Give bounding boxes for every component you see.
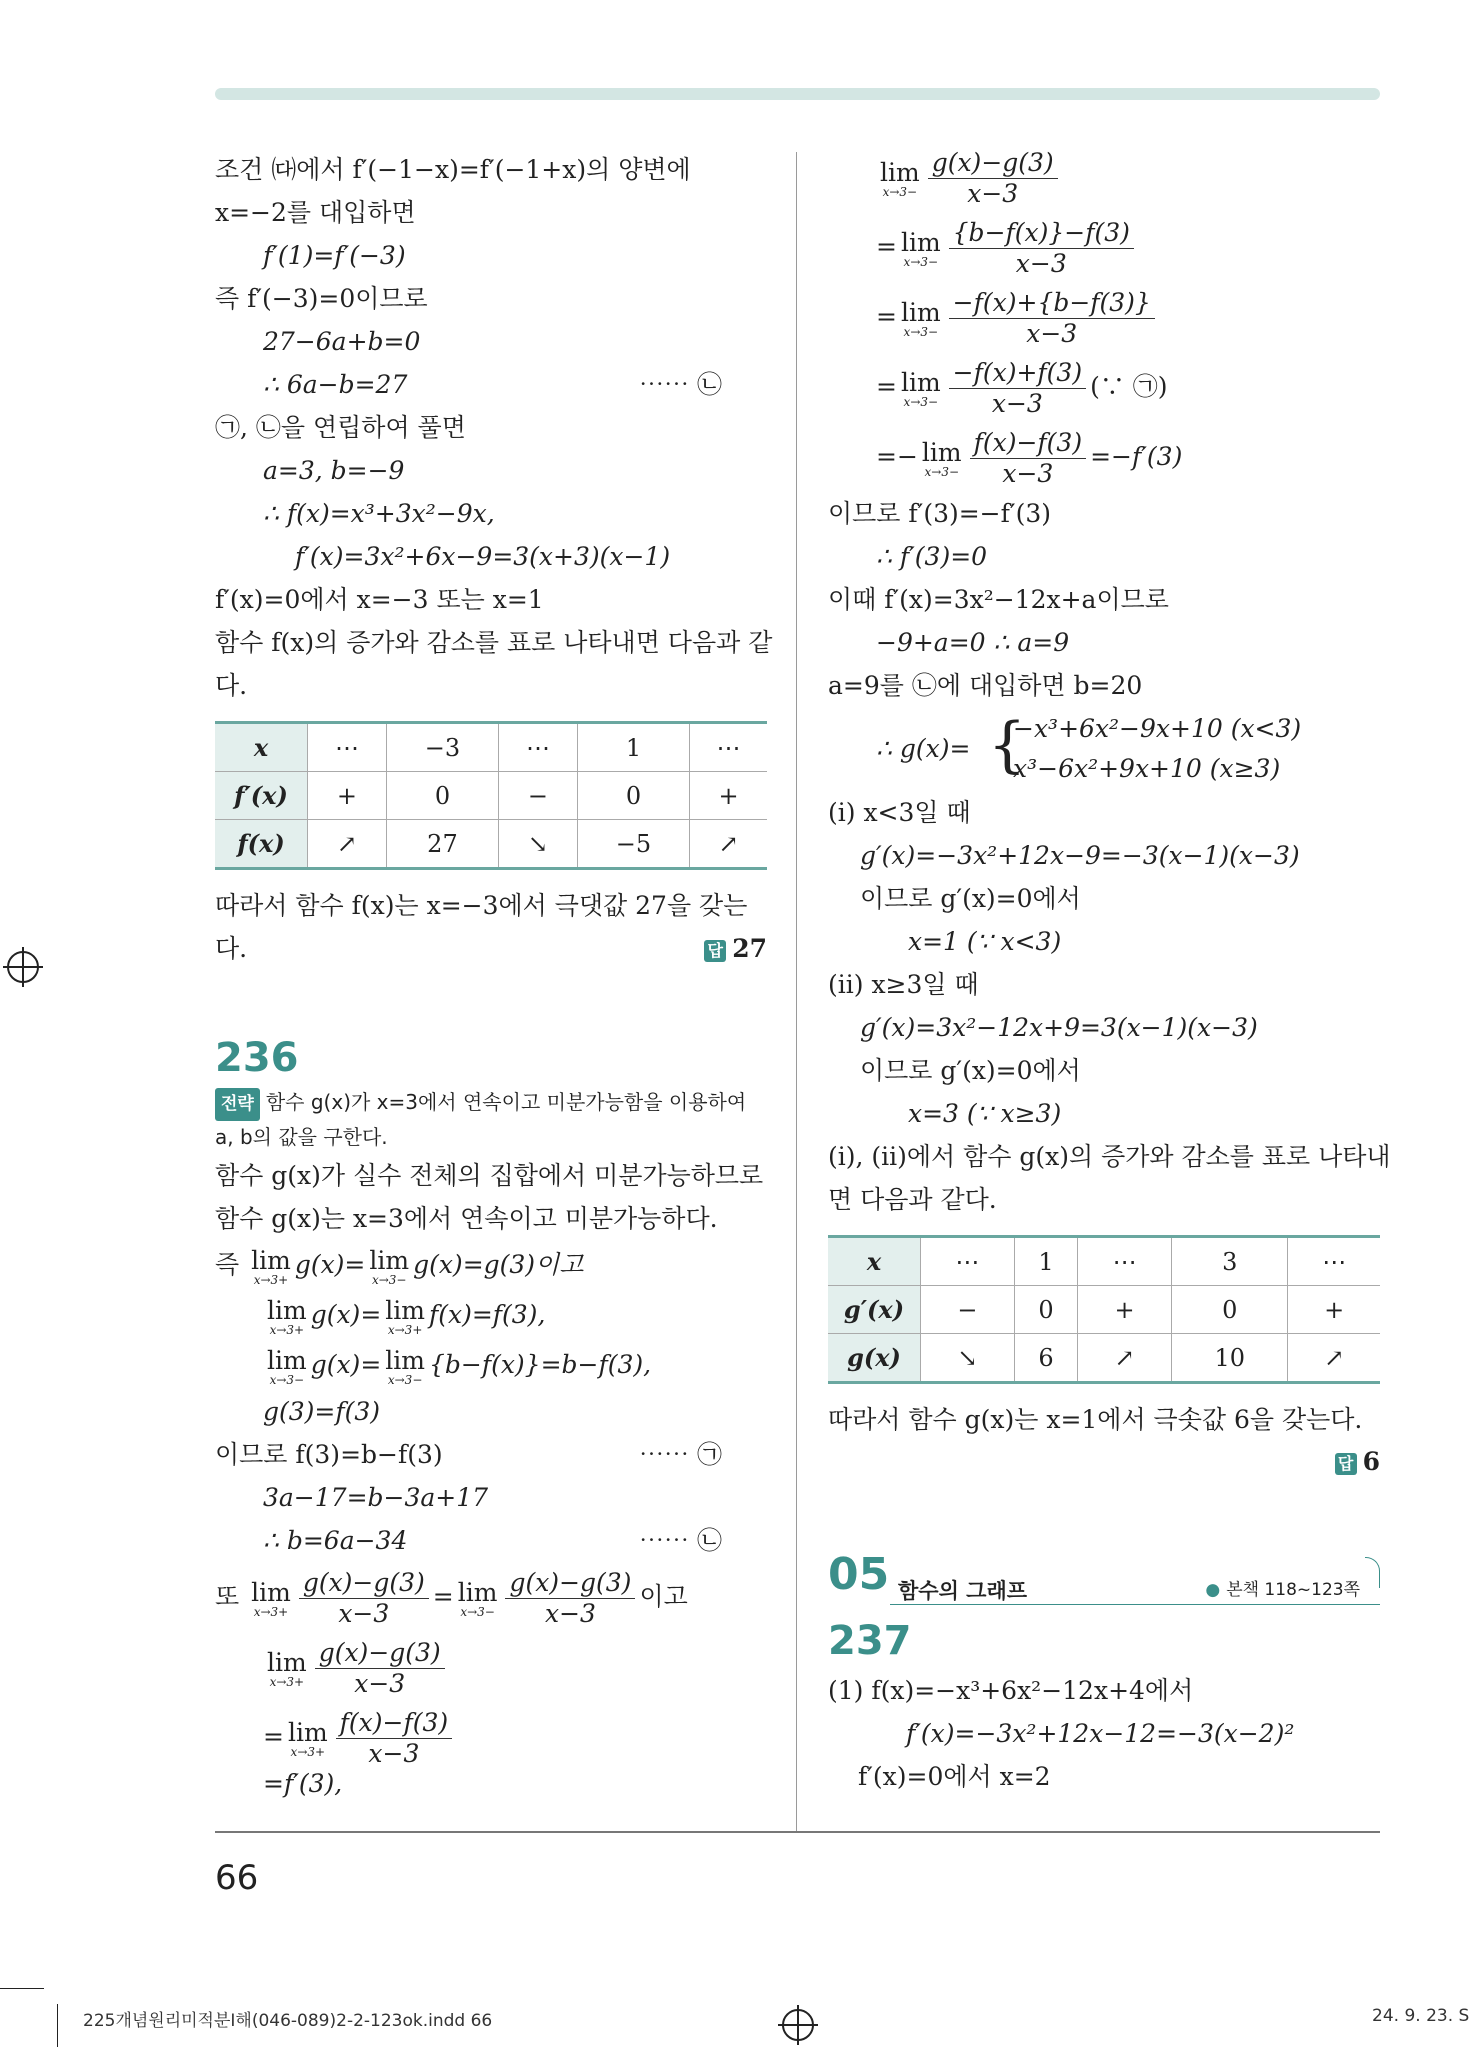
numerator: {b−f(x)}−f(3) (949, 220, 1134, 249)
text-span: = (876, 232, 897, 261)
table-cell: 1 (1014, 1237, 1077, 1286)
table-cell: x (215, 723, 308, 772)
lim-sub: x→3− (269, 1372, 305, 1387)
lim-sub: x→3− (903, 254, 939, 269)
lim-sub: x→3+ (269, 1674, 305, 1689)
lim-word: lim (900, 367, 941, 397)
right-column (828, 142, 1391, 1798)
equation: x=3 (∵ x≥3) (908, 1099, 1062, 1128)
table-cell: ⋯ (1078, 1237, 1172, 1286)
equation-marker: ⋯⋯ ㉡ (639, 1526, 722, 1555)
text-line: 면 다음과 같다. (828, 1185, 997, 1214)
numerator: −f(x)+f(3) (949, 360, 1086, 389)
table-cell: 0 (577, 772, 689, 820)
equation: g(3)=f(3) (263, 1397, 381, 1426)
table-cell: ⋯ (1288, 1237, 1380, 1286)
lim-sub: x→3+ (253, 1272, 289, 1287)
limit-op (457, 1577, 498, 1619)
lim-sub: x→3+ (387, 1322, 423, 1337)
lim-word: lim (900, 227, 941, 257)
lim-word: lim (385, 1345, 425, 1375)
lim-word: lim (267, 1295, 307, 1325)
text-span: f(x)=f(3), (428, 1300, 546, 1329)
fraction (949, 357, 1086, 418)
fraction (336, 1707, 452, 1768)
lim-sub: x→3− (371, 1272, 407, 1287)
table-cell: + (1078, 1286, 1172, 1334)
answer (828, 1441, 1380, 1483)
sign-table-f (215, 721, 767, 870)
text-line: 즉 f′(−3)=0이므로 (215, 284, 428, 313)
brace-icon: { (988, 710, 1027, 780)
denominator: x−3 (991, 389, 1043, 418)
limit-op (385, 1295, 425, 1337)
footer-file-info: 225개념원리미적분Ⅰ해(046-089)2-2-123ok.indd 66 (83, 2011, 493, 2031)
equation (215, 1433, 767, 1476)
text-line: ㉠, ㉡을 연립하여 풀면 (215, 413, 466, 442)
denominator: x−3 (368, 1739, 420, 1768)
denominator: x−3 (967, 179, 1019, 208)
header-bar (215, 88, 1380, 100)
limit-op (267, 1345, 307, 1387)
table-cell: g(x) (828, 1334, 921, 1383)
equation-marker: ⋯⋯ ㉡ (639, 370, 722, 399)
text-span: = (876, 302, 897, 331)
lim-word: lim (267, 1345, 307, 1375)
fraction (315, 1637, 445, 1698)
answer-tag: 답 (1335, 1453, 1357, 1475)
fraction (928, 147, 1058, 208)
text-span: g(x)=g(3)이고 (413, 1250, 584, 1279)
text-span: =−f′(3) (1090, 442, 1183, 471)
text-span: = (432, 1582, 454, 1611)
table-cell: − (499, 772, 578, 820)
section-reference-text: 본책 118~123쪽 (1226, 1580, 1360, 1600)
denominator: x−3 (1026, 319, 1078, 348)
strategy (215, 1086, 767, 1121)
equation (215, 1562, 767, 1632)
numerator: g(x)−g(3) (505, 1570, 635, 1599)
text-span: (∵ ㉠) (1090, 372, 1168, 401)
text-line: 함수 g(x)가 실수 전체의 집합에서 미분가능하므로 (215, 1161, 764, 1190)
text-span: 즉 (215, 1250, 240, 1279)
answer-tag: 답 (704, 940, 726, 962)
numerator: g(x)−g(3) (928, 150, 1058, 179)
text-span: = (263, 1722, 284, 1751)
table-row (215, 820, 767, 869)
text-span: 이므로 f(3)=b−f(3) (215, 1440, 443, 1469)
table-row (828, 1286, 1380, 1334)
table-cell: ⋯ (690, 723, 767, 772)
denominator: x−3 (1015, 249, 1067, 278)
answer-value: 6 (1362, 1447, 1380, 1476)
table-cell: ⋯ (308, 723, 387, 772)
equation: a=3, b=−9 (263, 456, 405, 485)
section-title: 함수의 그래프 (898, 1579, 1028, 1603)
section-header (828, 1543, 1380, 1613)
table-cell: + (1288, 1286, 1380, 1334)
crop-mark (0, 1988, 44, 1989)
equation (215, 1519, 767, 1562)
equation (215, 1290, 767, 1340)
table-cell: 27 (386, 820, 498, 869)
limit-op (369, 1245, 410, 1287)
bullet-icon: ● (1205, 1580, 1221, 1600)
equation (215, 1340, 767, 1390)
denominator: x−3 (354, 1669, 406, 1698)
fraction (970, 427, 1086, 488)
equation (215, 363, 767, 406)
text-line: 이므로 g′(x)=0에서 (860, 884, 1081, 913)
text-line (215, 927, 767, 970)
column-divider (796, 152, 797, 1832)
equation: ∴ f(x)=x³+3x²−9x, (263, 499, 495, 528)
numerator: f(x)−f(3) (336, 1710, 452, 1739)
footer-date: 24. 9. 23. S (1372, 2006, 1470, 2026)
text-line: 이므로 f′(3)=−f′(3) (828, 499, 1051, 528)
text-span: 이고 (639, 1582, 688, 1611)
text-line: (i) x<3일 때 (828, 798, 971, 827)
denominator: x−3 (544, 1599, 596, 1628)
table-row (215, 772, 767, 820)
table-cell: −3 (386, 723, 498, 772)
table-cell: ↗ (308, 820, 387, 869)
text-line: 따라서 함수 g(x)는 x=1에서 극솟값 6을 갖는다. (828, 1405, 1363, 1434)
equation: −9+a=0 ∴ a=9 (876, 628, 1070, 657)
text-line: 조건 ㈐에서 f′(−1−x)=f′(−1+x)의 양변에 (215, 155, 691, 184)
text-line: 이때 f′(x)=3x²−12x+a이므로 (828, 585, 1169, 614)
equation (828, 422, 1380, 492)
text-span: =− (876, 442, 918, 471)
lim-sub: x→3− (903, 324, 939, 339)
piecewise-function (828, 707, 1380, 791)
problem-number: 237 (828, 1618, 912, 1664)
table-cell: ↘ (921, 1334, 1015, 1383)
lim-sub: x→3+ (290, 1744, 326, 1759)
text-span: ∴ g(x)= (876, 734, 971, 763)
text-line: f′(x)=0에서 x=−3 또는 x=1 (215, 585, 544, 614)
fraction (299, 1567, 429, 1628)
equation: f′(x)=−3x²+12x−12=−3(x−2)² (906, 1719, 1295, 1748)
crop-mark (57, 2004, 58, 2047)
limit-op (900, 367, 941, 409)
table-cell: + (690, 772, 767, 820)
equation: g′(x)=−3x²+12x−9=−3(x−1)(x−3) (860, 841, 1300, 870)
equation: 27−6a+b=0 (263, 327, 421, 356)
text-line: 다. (215, 671, 248, 700)
problem-number: 236 (215, 1035, 299, 1081)
equation (215, 1240, 767, 1290)
equation (828, 282, 1380, 352)
strategy-text: 함수 g(x)가 x=3에서 연속이고 미분가능함을 이용하여 (265, 1090, 747, 1114)
limit-op (251, 1577, 291, 1619)
equation-text: ∴ 6a−b=27 (263, 370, 408, 399)
limit-op (900, 297, 941, 339)
text-line: 따라서 함수 f(x)는 x=−3에서 극댓값 27을 갖는 (215, 891, 748, 920)
section-reference (1205, 1575, 1360, 1600)
equation-marker: ⋯⋯ ㉠ (639, 1440, 722, 1469)
text-span: x³−6x²+9x+10 (x≥3) (1013, 754, 1281, 783)
text-span: g(x)= (310, 1350, 382, 1379)
lim-word: lim (921, 437, 962, 467)
table-cell: ⋯ (499, 723, 578, 772)
table-row (828, 1334, 1380, 1383)
equation: 3a−17=b−3a+17 (263, 1483, 489, 1512)
table-cell: f′(x) (215, 772, 308, 820)
text-span: = (876, 372, 897, 401)
lim-word: lim (385, 1295, 425, 1325)
section-rule (890, 1604, 1380, 1605)
lim-sub: x→3− (882, 184, 918, 199)
text-span: g(x)= (294, 1250, 366, 1279)
equation: ∴ f′(3)=0 (876, 542, 988, 571)
lim-sub: x→3− (460, 1604, 495, 1619)
text-span: −x³+6x²−9x+10 (x<3) (1013, 714, 1302, 743)
equation: x=1 (∵ x<3) (908, 927, 1062, 956)
table-cell: 6 (1014, 1334, 1077, 1383)
lim-word: lim (457, 1577, 498, 1607)
section-curve (1365, 1557, 1380, 1588)
text-span: {b−f(x)}=b−f(3), (428, 1350, 652, 1379)
limit-op (880, 157, 920, 199)
equation: f′(1)=f′(−3) (263, 241, 406, 270)
fraction (949, 287, 1155, 348)
table-cell: 10 (1171, 1334, 1287, 1383)
equation: =f′(3), (263, 1769, 343, 1798)
table-cell: − (921, 1286, 1015, 1334)
text-line: (1) f(x)=−x³+6x²−12x+4에서 (828, 1676, 1194, 1705)
lim-sub: x→3+ (269, 1322, 305, 1337)
table-cell: ↘ (499, 820, 578, 869)
lim-word: lim (251, 1577, 291, 1607)
numerator: g(x)−g(3) (315, 1640, 445, 1669)
bottom-rule (215, 1831, 1380, 1833)
text-line: (ii) x≥3일 때 (828, 970, 979, 999)
lim-word: lim (369, 1245, 410, 1275)
page-number: 66 (215, 1858, 259, 1898)
lim-sub: x→3+ (253, 1604, 289, 1619)
text-line: 함수 g(x)는 x=3에서 연속이고 미분가능하다. (215, 1204, 718, 1233)
equation (828, 142, 1380, 212)
numerator: f(x)−f(3) (970, 430, 1086, 459)
table-row (215, 723, 767, 772)
text-line: (i), (ii)에서 함수 g(x)의 증가와 감소를 표로 나타내 (828, 1142, 1391, 1171)
table-cell: + (308, 772, 387, 820)
equation (828, 212, 1380, 282)
lim-word: lim (267, 1647, 307, 1677)
equation: g′(x)=3x²−12x+9=3(x−1)(x−3) (860, 1013, 1258, 1042)
lim-word: lim (880, 157, 920, 187)
limit-op (267, 1295, 307, 1337)
lim-sub: x→3− (903, 394, 939, 409)
registration-mark-icon (7, 951, 39, 983)
table-cell: x (828, 1237, 921, 1286)
text-span: ∴ b=6a−34 (263, 1526, 408, 1555)
table-cell: ⋯ (921, 1237, 1015, 1286)
equation (828, 352, 1380, 422)
fraction (505, 1567, 635, 1628)
strategy-tag: 전략 (215, 1088, 260, 1121)
left-column (215, 148, 773, 1805)
text-line: f′(x)=0에서 x=2 (858, 1762, 1051, 1791)
table-cell: 0 (1171, 1286, 1287, 1334)
table-cell: 0 (1014, 1286, 1077, 1334)
sign-table-g (828, 1235, 1380, 1384)
table-cell: 1 (577, 723, 689, 772)
lim-word: lim (900, 297, 941, 327)
table-cell: ↗ (1078, 1334, 1172, 1383)
limit-op (267, 1647, 307, 1689)
numerator: g(x)−g(3) (299, 1570, 429, 1599)
numerator: −f(x)+{b−f(3)} (949, 290, 1155, 319)
limit-derivation (215, 1562, 767, 1772)
answer-value: 27 (732, 934, 767, 963)
fraction (949, 217, 1134, 278)
equation (215, 1632, 767, 1702)
text-span: g(x)= (310, 1300, 382, 1329)
limit-op (251, 1245, 291, 1287)
lim-word: lim (251, 1245, 291, 1275)
table-cell: g′(x) (828, 1286, 921, 1334)
equation: f′(x)=3x²+6x−9=3(x+3)(x−1) (295, 542, 671, 571)
text-line: 함수 f(x)의 증가와 감소를 표로 나타내면 다음과 같 (215, 628, 773, 657)
strategy-text: a, b의 값을 구한다. (215, 1125, 388, 1149)
text-line: x=−2를 대입하면 (215, 198, 416, 227)
text-line: 이므로 g′(x)=0에서 (860, 1056, 1081, 1085)
table-row (828, 1237, 1380, 1286)
limit-op (900, 227, 941, 269)
limit-derivation (828, 142, 1380, 492)
table-cell: ↗ (1288, 1334, 1380, 1383)
lim-word: lim (287, 1717, 328, 1747)
table-cell: 3 (1171, 1237, 1287, 1286)
limit-op (287, 1717, 328, 1759)
limit-op (385, 1345, 425, 1387)
table-cell: ↗ (690, 820, 767, 869)
lim-sub: x→3− (924, 464, 960, 479)
denominator: x−3 (338, 1599, 390, 1628)
table-cell: 0 (386, 772, 498, 820)
table-cell: −5 (577, 820, 689, 869)
limit-op (921, 437, 962, 479)
lim-sub: x→3− (387, 1372, 423, 1387)
registration-mark-icon (782, 2009, 814, 2041)
denominator: x−3 (1002, 459, 1054, 488)
text-line: a=9를 ㉡에 대입하면 b=20 (828, 671, 1143, 700)
table-cell: f(x) (215, 820, 308, 869)
section-number: 05 (828, 1549, 890, 1600)
answer (704, 927, 767, 970)
text-span: 다. (215, 934, 248, 963)
text-span: 또 (215, 1582, 240, 1611)
